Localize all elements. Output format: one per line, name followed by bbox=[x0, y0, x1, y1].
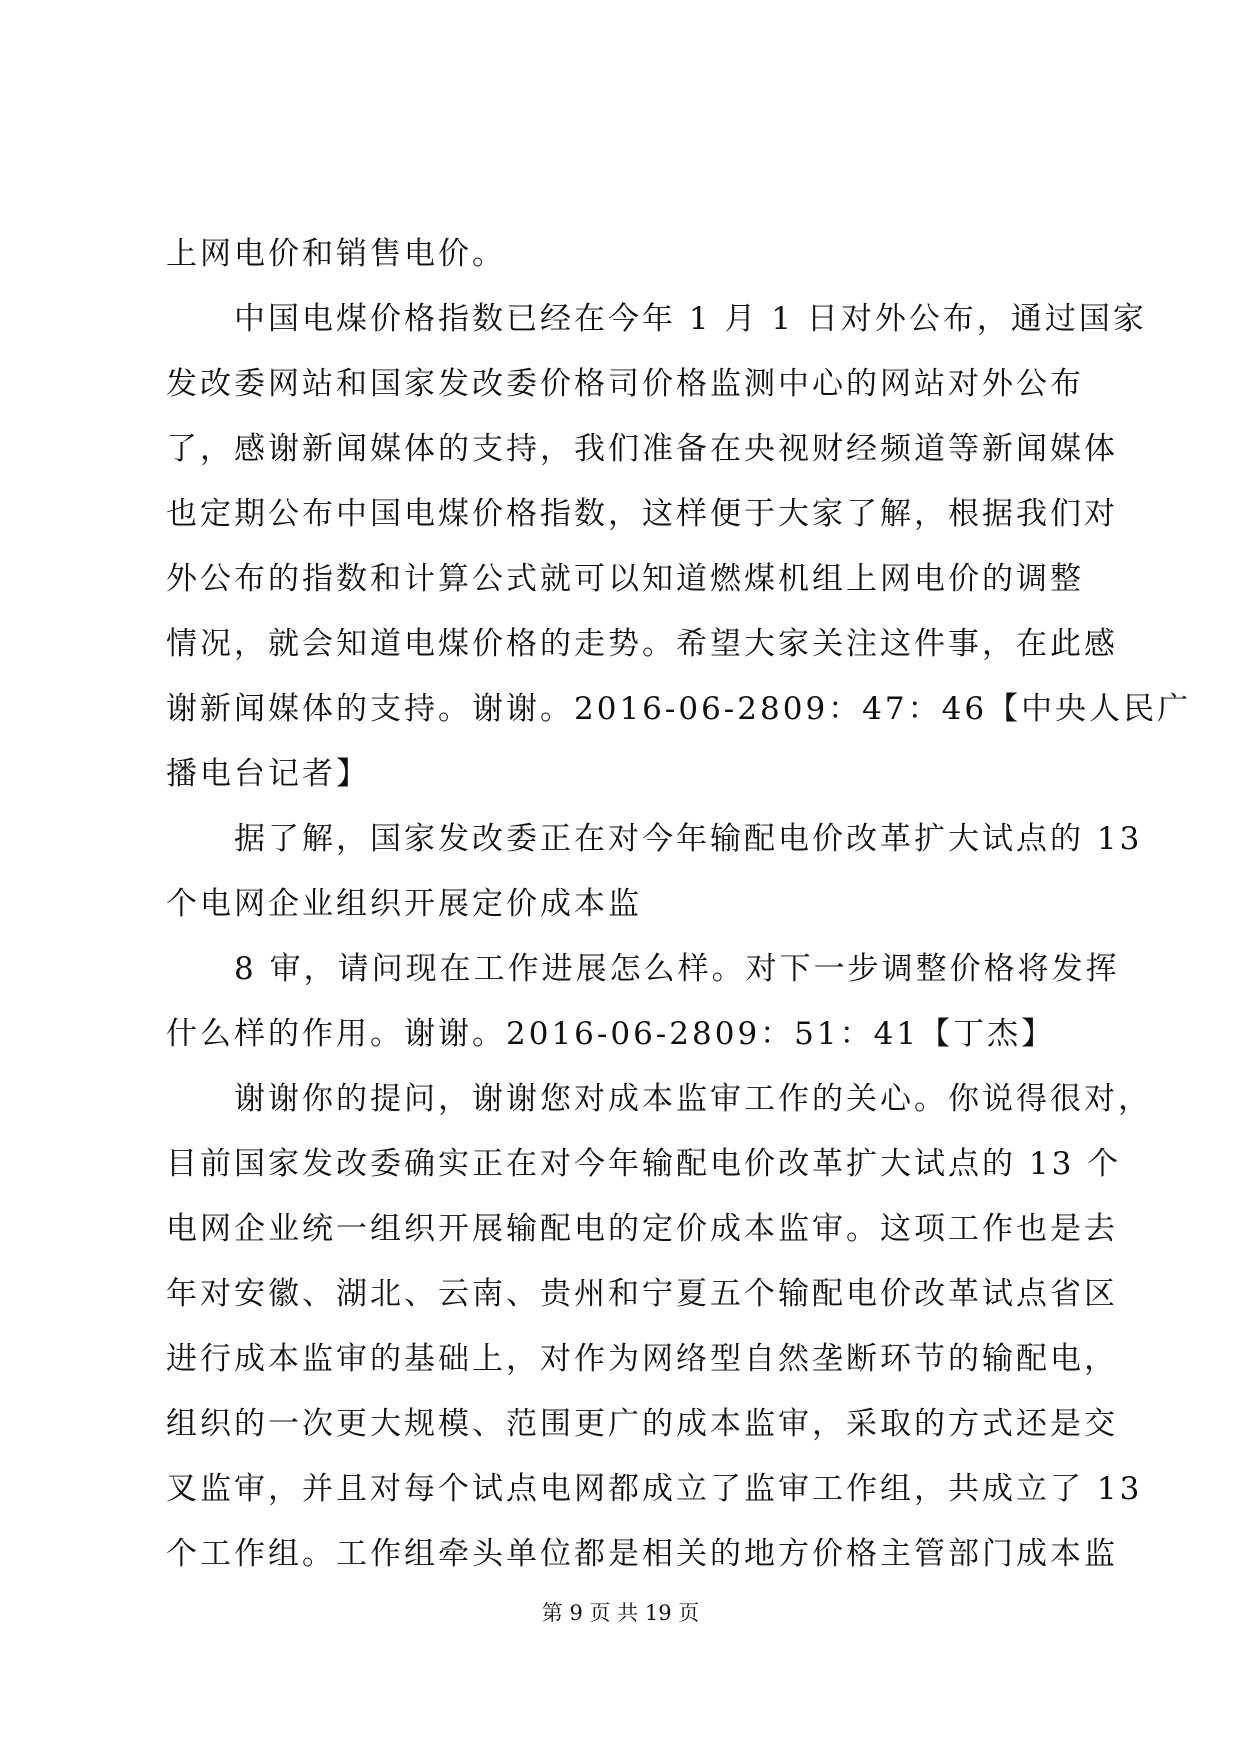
text-line-7: 情况，就会知道电煤价格的走势。希望大家关注这件事，在此感 bbox=[166, 626, 1118, 662]
text-line-1: 上网电价和销售电价。 bbox=[166, 236, 506, 272]
text-line-6: 外公布的指数和计算公式就可以知道燃煤机组上网电价的调整 bbox=[166, 561, 1084, 597]
text-line-16: 电网企业统一组织开展输配电的定价成本监审。这项工作也是去 bbox=[166, 1211, 1118, 1247]
text-line-11: 个电网企业组织开展定价成本监 bbox=[166, 886, 642, 922]
text-line-15: 目前国家发改委确实正在对今年输配电价改革扩大试点的 13 个 bbox=[166, 1146, 1122, 1182]
text-line-12: 8 审，请问现在工作进展怎么样。对下一步调整价格将发挥 bbox=[166, 951, 1120, 987]
body-text bbox=[166, 222, 1192, 1587]
page-number-footer: 第 9 页 共 19 页 bbox=[541, 1601, 700, 1625]
text-line-9: 播电台记者】 bbox=[166, 756, 370, 792]
text-line-21: 个工作组。工作组牵头单位都是相关的地方价格主管部门成本监 bbox=[166, 1536, 1118, 1572]
text-line-10: 据了解，国家发改委正在对今年输配电价改革扩大试点的 13 bbox=[166, 821, 1143, 857]
text-line-4: 了，感谢新闻媒体的支持，我们准备在央视财经频道等新闻媒体 bbox=[166, 431, 1118, 467]
text-line-18: 进行成本监审的基础上，对作为网络型自然垄断环节的输配电， bbox=[166, 1341, 1118, 1377]
text-line-19: 组织的一次更大规模、范围更广的成本监审，采取的方式还是交 bbox=[166, 1406, 1118, 1442]
text-line-20: 叉监审，并且对每个试点电网都成立了监审工作组，共成立了 13 bbox=[166, 1471, 1143, 1507]
text-line-5: 也定期公布中国电煤价格指数，这样便于大家了解，根据我们对 bbox=[166, 496, 1118, 532]
text-line-14: 谢谢你的提问，谢谢您对成本监审工作的关心。你说得很对， bbox=[166, 1081, 1152, 1117]
text-line-8: 谢新闻媒体的支持。谢谢。2016-06-2809：47：46【中央人民广 bbox=[166, 691, 1192, 727]
text-line-17: 年对安徽、湖北、云南、贵州和宁夏五个输配电价改革试点省区 bbox=[166, 1276, 1118, 1312]
text-line-13: 什么样的作用。谢谢。2016-06-2809：51：41【丁杰】 bbox=[166, 1016, 1056, 1052]
text-line-3: 发改委网站和国家发改委价格司价格监测中心的网站对外公布 bbox=[166, 366, 1084, 402]
text-line-2: 中国电煤价格指数已经在今年 1 月 1 日对外公布，通过国家 bbox=[166, 301, 1147, 337]
